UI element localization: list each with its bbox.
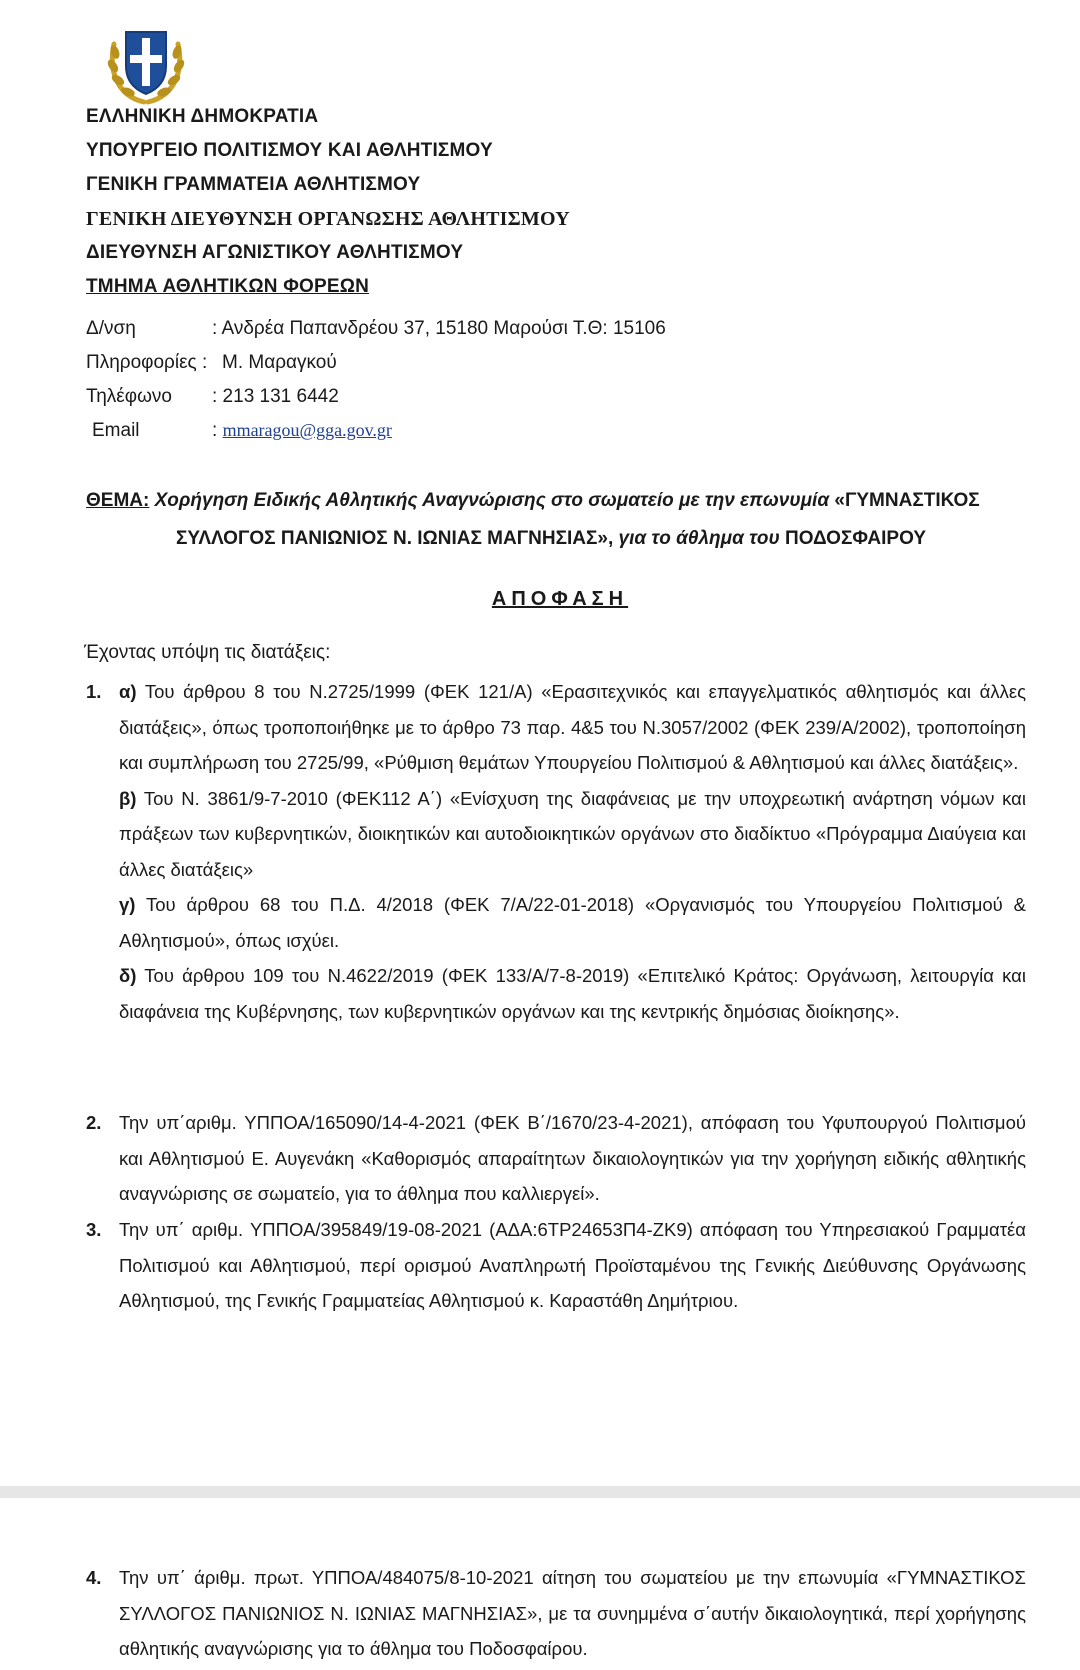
subject-label: ΘΕΜΑ:	[86, 490, 150, 511]
email-colon: :	[212, 420, 218, 441]
page-break	[0, 1486, 1080, 1498]
header-line-republic: ΕΛΛΗΝΙΚΗ ΔΗΜΟΚΡΑΤΙΑ	[86, 106, 319, 127]
item-number: 2.	[86, 1112, 102, 1133]
list-item	[86, 1212, 1026, 1319]
phone-label: Τηλέφωνο	[86, 386, 172, 407]
sub-item-label: β)	[119, 787, 137, 809]
sub-item-text: Του άρθρου 8 του Ν.2725/1999 (ΦΕΚ 121/Α) «Ερασιτεχνικός και επαγγελματικός αθλητισμός και άλλες διατάξεις», όπως τροποποιήθηκε με το άρθρο 73 παρ. 4&5 του Ν.3057/2002 (ΦΕΚ 239/Α/2002), τροποποίηση και συμπλήρωση του 2725/99, «Ρύθμιση θεμάτων Υπουργείου Πολιτισμού & Αθλητισμού και άλλες διατάξεις».	[119, 681, 1026, 773]
item-number: 3.	[86, 1219, 102, 1240]
list-item	[86, 1105, 1026, 1212]
header-line-directorate: ΔΙΕΥΘΥΝΣΗ ΑΓΩΝΙΣΤΙΚΟΥ ΑΘΛΗΤΙΣΜΟΥ	[86, 242, 464, 263]
header-line-secretariat: ΓΕΝΙΚΗ ΓΡΑΜΜΑΤΕΙΑ ΑΘΛΗΤΙΣΜΟΥ	[86, 174, 421, 195]
sub-item-text: Του άρθρου 68 του Π.Δ. 4/2018 (ΦΕΚ 7/Α/22-01-2018) «Οργανισμός του Υπουργείου Πολιτισμού & Αθλητισμού», όπως ισχύει.	[119, 894, 1027, 951]
info-label: Πληροφορίες :	[86, 352, 208, 373]
sub-item-label: α)	[119, 681, 137, 702]
item-number: 4.	[86, 1567, 102, 1588]
info-value: Μ. Μαραγκού	[222, 352, 337, 373]
email-label: Email	[92, 420, 140, 441]
address-label: Δ/νση	[86, 318, 136, 339]
greek-coat-of-arms-icon	[104, 22, 188, 108]
sub-item-text: Του Ν. 3861/9-7-2010 (ΦΕΚ112 Α΄) «Ενίσχυση της διαφάνειας με την υποχρεωτική ανάρτηση νόμων και πράξεων των κυβερνητικών, διοικητικών και αυτοδιοικητικών οργάνων στο διαδίκτυο «Πρόγραμμα Διαύγεια και άλλες διατάξεις»	[119, 787, 1026, 880]
email-link[interactable]: mmaragou@gga.gov.gr	[222, 420, 392, 440]
sub-item-label: δ)	[119, 965, 137, 986]
sub-item-label: γ)	[119, 894, 136, 915]
email-row	[212, 420, 392, 442]
address-value: : Ανδρέα Παπανδρέου 37, 15180 Μαρούσι Τ.Θ: 15106	[212, 318, 666, 339]
item-text: Την υπ΄ άριθμ. πρωτ. ΥΠΠΟΑ/484075/8-10-2021 αίτηση του σωματείου με την επωνυμία «ΓΥΜΝΑΣΤΙΚΟΣ ΣΥΛΛΟΓΟΣ ΠΑΝΙΩΝΙΟΣ Ν. ΙΩΝΙΑΣ ΜΑΓΝΗΣΙΑΣ», με τα συνημμένα σ΄αυτήν δικαιολογητικά, περί χορήγησης αθλητικής αναγνώρισης για το άθλημα του Ποδοσφαίρου.	[119, 1567, 1026, 1659]
subject-club-name-part2: ΣΥΛΛΟΓΟΣ ΠΑΝΙΩΝΙΟΣ Ν. ΙΩΝΙΑΣ ΜΑΓΝΗΣΙΑΣ»,	[176, 528, 614, 549]
header-line-department: ΤΜΗΜΑ ΑΘΛΗΤΙΚΩΝ ΦΟΡΕΩΝ	[86, 276, 370, 297]
header-line-ministry: ΥΠΟΥΡΓΕΙΟ ΠΟΛΙΤΙΣΜΟΥ ΚΑΙ ΑΘΛΗΤΙΣΜΟΥ	[86, 140, 493, 161]
decision-title: ΑΠΟΦΑΣΗ	[491, 588, 629, 610]
subject-text-line1: Χορήγηση Ειδικής Αθλητικής Αναγνώρισης στο σωματείο με την επωνυμία	[154, 490, 830, 511]
item-text: Την υπ΄αριθμ. ΥΠΠΟΑ/165090/14-4-2021 (ΦΕΚ Β΄/1670/23-4-2021), απόφαση του Υφυπουργού Πολιτισμού και Αθλητισμού Ε. Αυγενάκη «Καθορισμός απαραίτητων δικαιολογητικών για την χορήγηση ειδικής αθλητικής αναγνώρισης σε σωματείο, για το άθλημα που καλλιεργεί».	[119, 1112, 1026, 1204]
subject-club-name-part1: «ΓΥΜΝΑΣΤΙΚΟΣ	[834, 490, 980, 511]
subject-sport: ΠΟΔΟΣΦΑΙΡΟΥ	[785, 528, 927, 549]
subject-block	[86, 482, 1026, 558]
header-line-general-directorate: ΓΕΝΙΚΗ ΔΙΕΥΘΥΝΣΗ ΟΡΓΑΝΩΣΗΣ ΑΘΛΗΤΙΣΜΟΥ	[86, 208, 570, 230]
phone-value: : 213 131 6442	[212, 386, 339, 407]
sub-item-text: Του άρθρου 109 του Ν.4622/2019 (ΦΕΚ 133/Α/7-8-2019) «Επιτελικό Κράτος: Οργάνωση, λειτουργία και διαφάνεια της Κυβέρνησης, των κυβερνητικών οργάνων και της κεντρικής δημόσιας διοίκησης».	[119, 965, 1026, 1022]
list-item	[86, 1560, 1026, 1667]
intro-text: Έχοντας υπόψη τις διατάξεις:	[84, 642, 331, 663]
list-item	[86, 674, 1026, 1029]
item-text: Την υπ΄ αριθμ. ΥΠΠΟΑ/395849/19-08-2021 (ΑΔΑ:6ΤΡ24653Π4-ΖΚ9) απόφαση του Υπηρεσιακού Γραμματέα Πολιτισμού και Αθλητισμού, περί ορισμού Αναπληρωτή Προϊσταμένου της Γενικής Διεύθυνσης Οργάνωσης Αθλητισμού, της Γενικής Γραμματείας Αθλητισμού κ. Καραστάθη Δημήτριου.	[119, 1219, 1026, 1311]
subject-text-line2: για το άθλημα του	[618, 528, 780, 549]
item-number: 1.	[86, 681, 102, 702]
